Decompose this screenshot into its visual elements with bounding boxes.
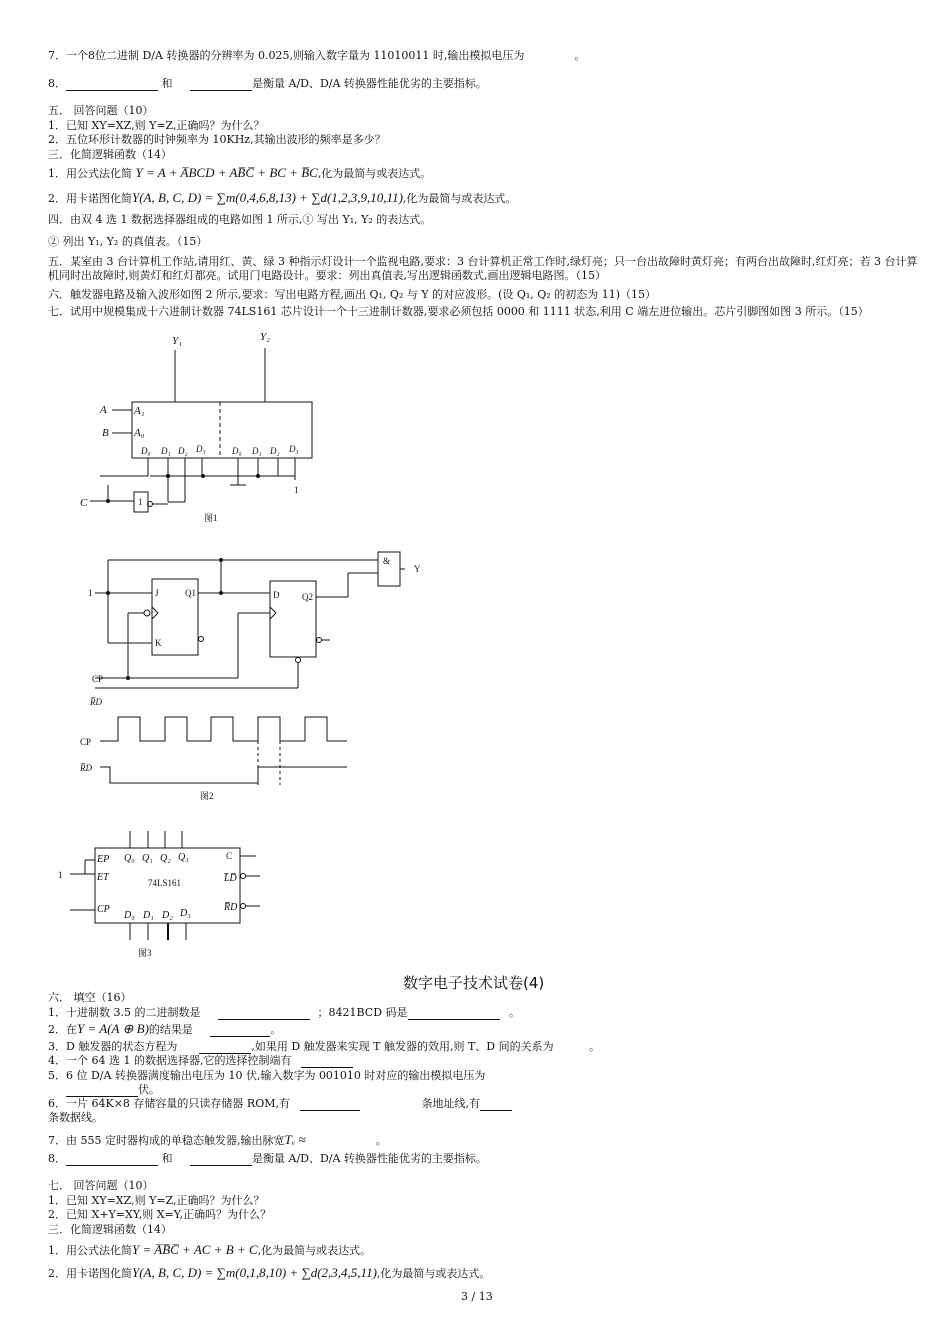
figure-2-diagram — [0, 545, 440, 805]
figure-caption: 图3 — [138, 948, 152, 958]
logic-one-label: 1 — [58, 870, 63, 880]
d0-pin: D₀ — [141, 446, 151, 456]
blank — [66, 1084, 138, 1097]
k-pin: K — [155, 638, 162, 648]
blank — [190, 78, 252, 91]
exam-title: 数字电子技术试卷(4) — [403, 974, 545, 992]
j-pin: J — [155, 588, 159, 598]
blank — [66, 1153, 158, 1166]
question: ② 列出 Y₁, Y₂ 的真值表。（15） — [48, 235, 208, 248]
question: 2．用卡诺图化简Y(A, B, C, D) = ∑m(0,1,8,10) + ∑d(2,3,4,5,11),化为最简与或表达式。 — [48, 1265, 491, 1280]
question-7: 7．一个8位二进制 D/A 转换器的分辨率为 0.025,则输入数字量为 11010011 时,输出模拟电压为 。 — [48, 49, 586, 62]
d2-pin: D₂ — [178, 446, 188, 456]
fill-question-6: 6．一片 64K×8 存储容量的只读存储器 ROM,有 条地址线,有 — [48, 1097, 512, 1111]
b-label: B — [102, 427, 109, 439]
ld-pin: L̅D̅ — [224, 873, 237, 884]
cp-wave-label: CP — [80, 737, 92, 747]
blank — [190, 1153, 252, 1166]
y1-label: Y₁ — [172, 335, 182, 347]
d0-pin: D₀ — [232, 446, 242, 456]
figure-caption: 图2 — [200, 791, 214, 801]
blank — [408, 1007, 500, 1020]
blank — [300, 1098, 360, 1111]
logic-one-label: 1 — [88, 588, 93, 598]
blank — [480, 1098, 512, 1111]
blank — [218, 1007, 310, 1020]
d3-pin: D₃ — [196, 444, 206, 454]
rd-label: R̅D — [90, 697, 102, 707]
ep-pin: EP — [97, 854, 110, 865]
q2-pin: Q2 — [302, 592, 313, 602]
d2-pin: D₂ — [270, 446, 280, 456]
d2-pin: D₂ — [162, 910, 173, 921]
fill-question-2: 2．在Y = A(A ⊕ B)的结果是 。 — [48, 1021, 282, 1036]
fill-question-1: 1．十进制数 3.5 的二进制数是 ；8421BCD 码是 。 — [48, 1006, 521, 1019]
q3-pin: Q₃ — [178, 852, 189, 863]
c-pin: C — [226, 851, 233, 861]
page-number: 3 / 13 — [461, 1290, 493, 1303]
d1-pin: D₁ — [161, 446, 171, 456]
et-pin: ET — [97, 872, 109, 883]
c-label: C — [80, 497, 88, 509]
not-gate-label: 1 — [138, 497, 143, 507]
fill-question-3: 3．D 触发器的状态方程为 ,如果用 D 触发器来实现 T 触发器的效用,则 T、D 间的关系为 。 — [48, 1040, 601, 1053]
a0-pin: A₀ — [134, 427, 145, 439]
q1-pin: Q₁ — [142, 853, 153, 864]
blank — [301, 1055, 353, 1068]
d0-pin: D₀ — [124, 910, 135, 921]
and-gate-label: & — [383, 556, 391, 566]
d1-pin: D₁ — [143, 910, 154, 921]
question: 1．用公式法化简Y = A̅B̅C̅ + AC + B + C,化为最简与或表达式。 — [48, 1242, 372, 1257]
section-heading: 七． 回答问题（10） — [48, 1179, 154, 1192]
y-label: Y — [414, 564, 421, 574]
fill-question-5-cont: 伏。 — [48, 1083, 160, 1097]
figure-1-diagram — [0, 320, 360, 530]
fill-question-6-cont: 条数据线。 — [48, 1111, 103, 1124]
a1-pin: A₁ — [134, 405, 145, 417]
q0-pin: Q₀ — [124, 853, 135, 864]
fill-question-8: 8． 和 是衡量 A/D、D/A 转换器性能优劣的主要指标。 — [48, 1152, 487, 1165]
rd-wave-label: R̅D — [80, 763, 92, 773]
chip-label: 74LS161 — [148, 878, 182, 888]
question-8: 8． 和 是衡量 A/D、D/A 转换器性能优劣的主要指标。 — [48, 77, 487, 90]
blank — [66, 78, 158, 91]
question: 2．已知 X+Y=XY,则 X=Y,正确吗？为什么？ — [48, 1208, 272, 1221]
rd-pin: R̅D — [224, 902, 238, 913]
question: 2．用卡诺图化简Y(A, B, C, D) = ∑m(0,4,6,8,13) + ∑d(1,2,3,9,10,11),化为最简与或表达式。 — [48, 190, 517, 205]
section-heading: 五． 回答问题（10） — [48, 104, 154, 117]
cp-pin: CP — [97, 904, 110, 915]
section-heading: 七．试用中规模集成十六进制计数器 74LS161 芯片设计一个十三进制计数器,要求必须包括 0000 和 1111 状态,利用 C 端左进位输出。芯片引脚图如图 3 所示。（15） — [48, 305, 869, 318]
a-label: A — [100, 404, 107, 416]
d3-pin: D₃ — [289, 444, 299, 454]
d1-pin: D₁ — [252, 446, 262, 456]
question: 1．用公式法化简 Y = A + A̅BCD + AB̅C̅ + BC + B̅C,化为最简与或表达式。 — [48, 165, 432, 180]
section-heading: 四．由双 4 选 1 数据选择器组成的电路如图 1 所示,① 写出 Y₁, Y₂ 的表达式。 — [48, 213, 432, 226]
question: 1．已知 XY=XZ,则 Y=Z,正确吗？为什么？ — [48, 119, 265, 132]
q2-pin: Q₂ — [160, 853, 171, 864]
fill-question-5: 5．6 位 D/A 转换器满度输出电压为 10 伏,输入数字为 001010 时对应的输出模拟电压为 — [48, 1069, 486, 1082]
section-heading: 五．某室由 3 台计算机工作站,请用红、黄、绿 3 种指示灯设计一个监视电路,要求：3 台计算机正常工作时,绿灯亮；只一台出故障时黄灯亮；有两台出故障时,红灯亮；若 3 台计算机同时出故障时,则黄灯和红灯都亮。试用门电路设计。要求：列出真值表,写出逻辑函数式,画出逻辑电路图。（15） — [48, 255, 918, 282]
blank — [210, 1024, 270, 1037]
logic-one-label: 1 — [294, 485, 299, 495]
figure-caption: 图1 — [204, 513, 218, 523]
question: 2．五位环形计数器的时钟频率为 10KHz,其输出波形的频率是多少？ — [48, 133, 386, 146]
section-heading: 三．化简逻辑函数（14） — [48, 1223, 172, 1236]
d3-pin: D₃ — [180, 908, 191, 919]
q1-pin: Q1 — [185, 588, 196, 598]
fill-question-4: 4．一个 64 选 1 的数据选择器,它的选择控制端有 — [48, 1054, 353, 1068]
fill-question-7: 7．由 555 定时器构成的单稳态触发器,输出脉宽Tᵥ ≈ 。 — [48, 1132, 387, 1147]
cp-label: CP — [92, 674, 104, 684]
figure-3-diagram — [0, 828, 300, 964]
y2-label: Y₂ — [260, 331, 270, 343]
section-heading: 六．触发器电路及输入波形如图 2 所示,要求：写出电路方程,画出 Q₁, Q₂ 与 Y 的对应波形。(设 Q₁, Q₂ 的初态为 11)（15） — [48, 288, 656, 301]
section-heading: 六． 填空（16） — [48, 991, 132, 1004]
d-pin: D — [273, 590, 280, 600]
question: 1．已知 XY=XZ,则 Y=Z,正确吗？为什么？ — [48, 1194, 265, 1207]
blank — [199, 1041, 251, 1054]
section-heading: 三．化简逻辑函数（14） — [48, 148, 172, 161]
